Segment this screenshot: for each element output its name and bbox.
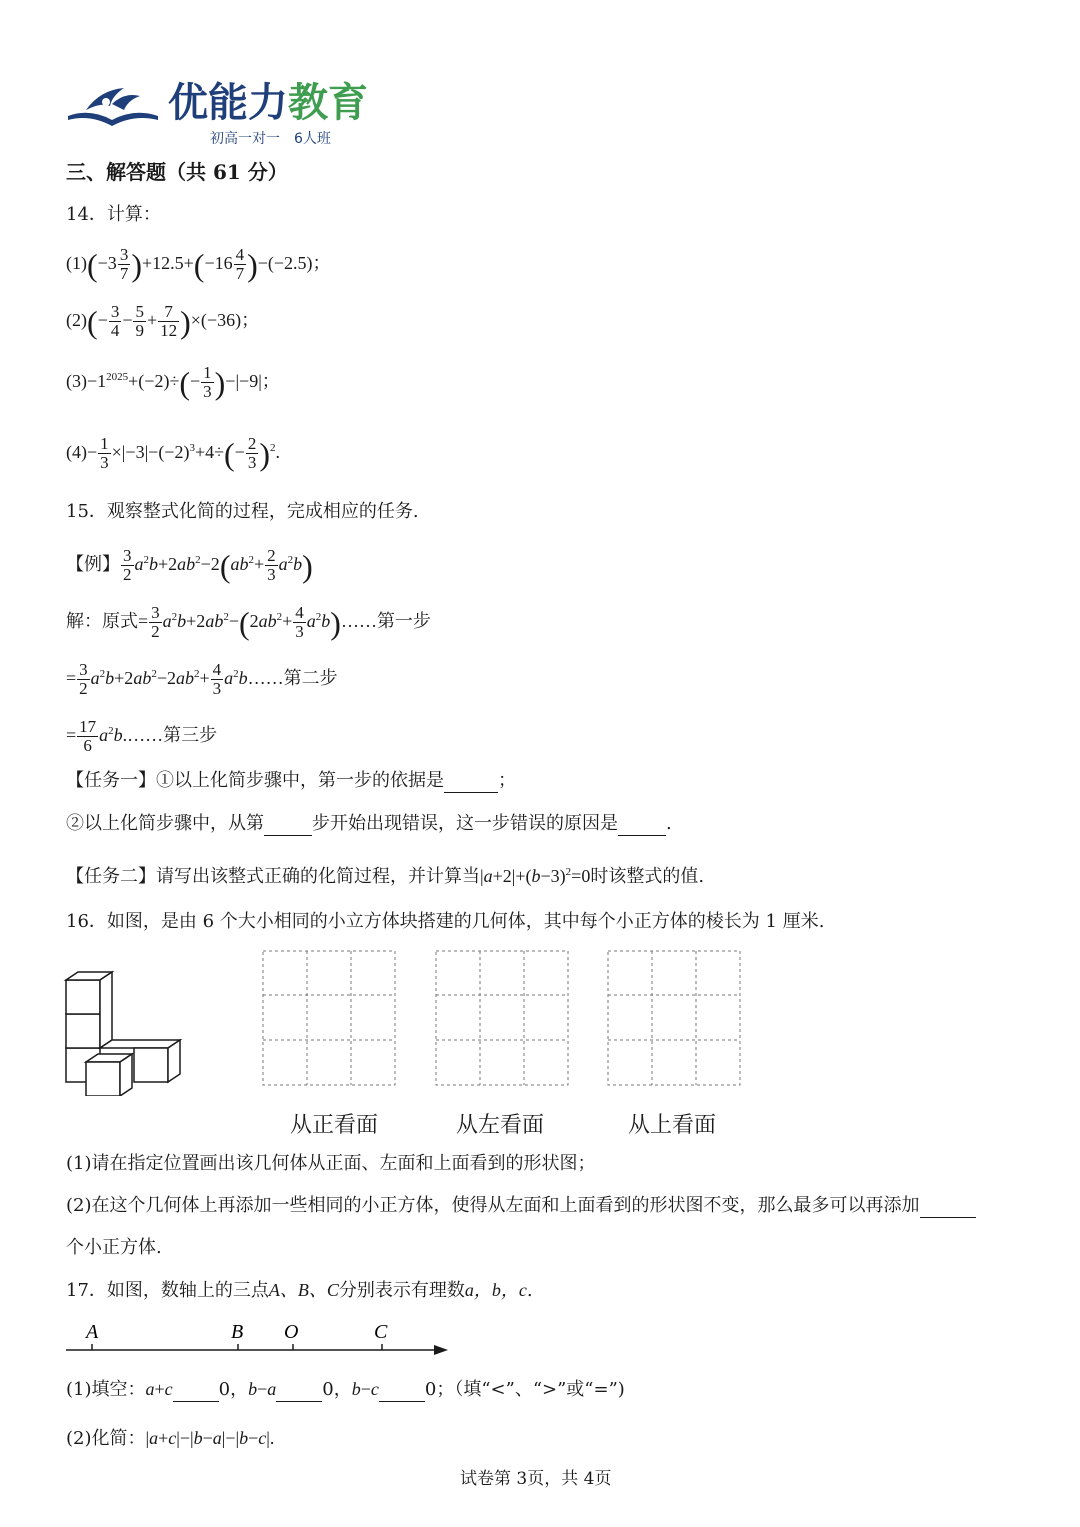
q15-task1-b: ②以上化简步骤中，从第 步开始出现错误，这一步错误的原因是 . (66, 813, 672, 834)
q15-solution-step1: 解：原式= $\frac{3}{2}$ $a^2b+2ab^2-(2ab^2+$ $\frac{4}{3}$ $a^2b)\dots\dots$第一步 (66, 603, 431, 642)
axis-label-b: B (231, 1321, 244, 1343)
axis-label-c: C (374, 1321, 388, 1343)
q16-part2-cont: 个小正方体. (66, 1237, 162, 1258)
q17-part1: (1)填空：a+c 0，b−a 0，b−c 0；（填“<”、“>”或“=”) (66, 1379, 625, 1400)
q15-solution-step2: = $\frac{3}{2}$ $a^2b+2ab^2-2ab^2+$ $\frac{4}{3}$ $a^2b\dots\dots$第二步 (66, 660, 338, 699)
q17-stem: 17．如图，数轴上的三点A、B、C分别表示有理数a，b，c. (66, 1280, 533, 1301)
q14-part1: (1)(−3 $\frac{3}{7}$ )+12.5+(−16 $\frac{4}{7}$ )−(−2.5)； (66, 245, 331, 284)
view-label-top: 从上看面 (628, 1113, 717, 1138)
cube-figure (60, 970, 190, 1096)
book-wing-icon (66, 86, 162, 130)
logo-title-green: 教育 (288, 80, 368, 126)
view-label-front: 从正看面 (290, 1113, 379, 1138)
logo-title-blue: 优能力 (168, 80, 288, 126)
q16-part1: (1)请在指定位置画出该几何体从正面、左面和上面看到的形状图； (66, 1153, 596, 1174)
q15-task1-a: 【任务一】①以上化简步骤中，第一步的依据是 ； (66, 770, 516, 791)
axis-label-o: O (284, 1321, 299, 1343)
q16-part2: (2)在这个几何体上再添加一些相同的小正方体，使得从左面和上面看到的形状图不变，那么最多可以再添加 (66, 1194, 976, 1218)
q14-part2: (2)(− $\frac{3}{4}$ − $\frac{5}{9}$ + $\frac{7}{12}$ )×(−36)； (66, 302, 260, 341)
page-footer: 试卷第 3页，共 4页 (460, 1469, 612, 1489)
q16-stem: 16．如图，是由 6 个大小相同的小立方体块搭建的几何体，其中每个小正方体的棱长为 1 厘米. (66, 911, 825, 932)
q17-part2: (2)化简：|a+c|−|b−a|−|b−c|. (66, 1428, 275, 1449)
q14-part4: (4)− $\frac{1}{3}$ $\times|-3|-(-2)^3+4\div(-$ $\frac{2}{3}$ )$^2$. (66, 434, 280, 473)
axis-label-a: A (86, 1321, 99, 1343)
q15-task2: 【任务二】请写出该整式正确的化简过程，并计算当$|a+2|+(b-3)^2=0$时该整式的值. (66, 866, 705, 887)
view-label-left: 从左看面 (456, 1113, 545, 1138)
section-title: 三、解答题（共 61 分） (66, 160, 288, 184)
logo-subtitle: 初高一对一 6人班 (210, 131, 331, 147)
view-grid-top (607, 950, 741, 1086)
q15-example: 【例】 $\frac{3}{2}$ $a^2b+2ab^2-2(ab^2+$ $\frac{2}{3}$ $a^2b$) (66, 546, 313, 585)
number-line (60, 1318, 460, 1358)
q15-solution-step3: = $\frac{17}{6}$ $a^2b.\dots\dots$第三步 (66, 717, 218, 756)
view-grid-left (435, 950, 569, 1086)
q14-stem: 14．计算： (66, 204, 161, 225)
q15-stem: 15．观察整式化简的过程，完成相应的任务. (66, 501, 419, 522)
view-grid-front (262, 950, 396, 1086)
q14-part3: $(3)-1^{2025}+(-2)\div(-$ $\frac{1}{3}$ )−|−9|； (66, 363, 280, 402)
logo (66, 80, 396, 150)
